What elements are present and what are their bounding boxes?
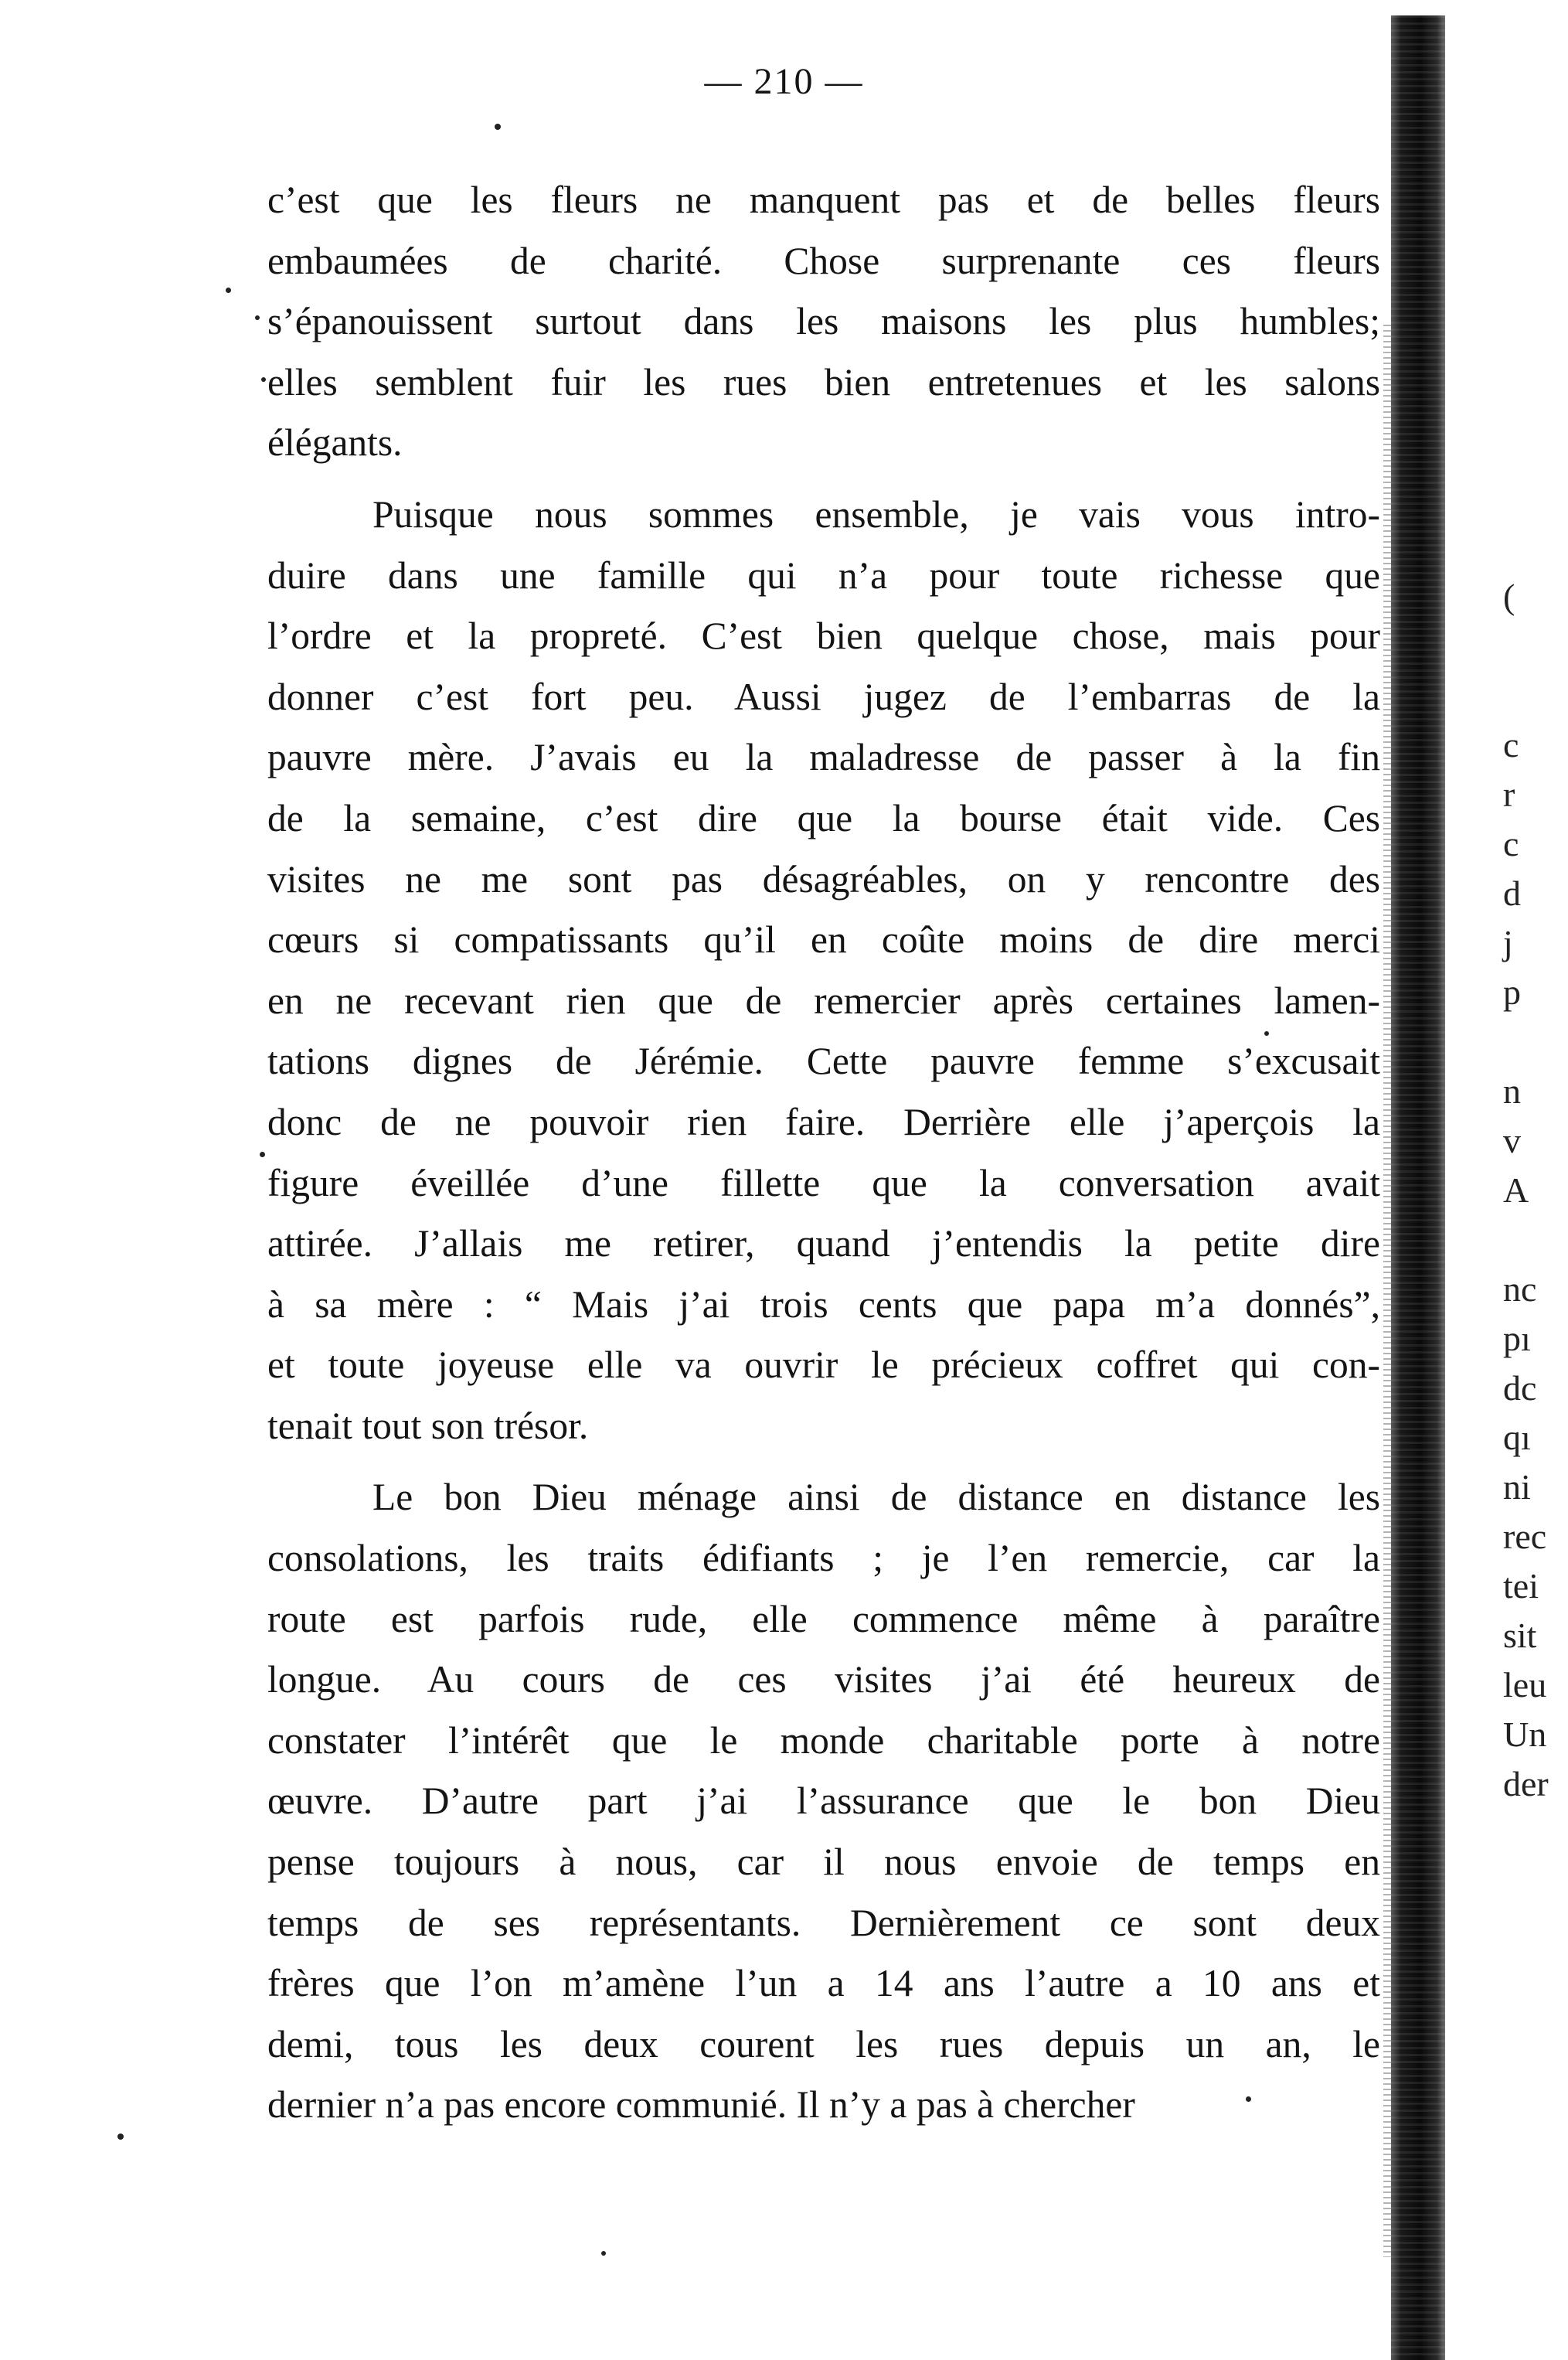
facing-fragment: der (1503, 1764, 1549, 1803)
text-line: attirée. J’allais me retirer, quand j’entendis la petite dire (267, 1222, 1380, 1265)
text-line: Puisque nous sommes ensemble, je vais vous intro- (372, 492, 1380, 536)
facing-fragment: ni (1503, 1467, 1531, 1507)
facing-fragment: v (1503, 1121, 1521, 1160)
facing-fragment: c (1503, 725, 1519, 765)
scan-speck (1264, 1031, 1269, 1036)
paragraph (267, 170, 1380, 474)
facing-fragment: rec (1503, 1517, 1547, 1556)
text-line: donner c’est fort peu. Aussi jugez de l’embarras de la (267, 675, 1380, 718)
text-line: pauvre mère. J’avais eu la maladresse de passer à la fin (267, 736, 1380, 779)
text-column (267, 170, 1380, 2136)
scan-speck (117, 2134, 124, 2140)
text-line: s’épanouissent surtout dans les maisons les plus humbles; (267, 300, 1380, 343)
text-line: duire dans une famille qui n’a pour toute richesse que (267, 553, 1380, 597)
text-line: dernier n’a pas encore communié. Il n’y a pas à chercher (267, 2083, 1135, 2127)
facing-fragment (1503, 622, 1568, 671)
scan-speck (261, 377, 266, 382)
text-line: route est parfois rude, elle commence même à paraître (267, 1597, 1380, 1640)
facing-fragment: ( (1503, 577, 1515, 616)
facing-fragment: leu (1503, 1665, 1547, 1704)
facing-fragment: nc (1503, 1269, 1537, 1309)
text-line: œuvre. D’autre part j’ai l’assurance que le bon Dieu (267, 1779, 1380, 1823)
facing-fragment: qı (1503, 1418, 1531, 1457)
text-line: demi, tous les deux courent les rues depuis un an, le (267, 2022, 1380, 2065)
page-number: — 210 — (704, 61, 864, 102)
paragraph (267, 485, 1380, 1457)
scan-speck (1246, 2096, 1251, 2102)
facing-fragment: c (1503, 824, 1519, 863)
scan-speck (226, 288, 231, 293)
text-line: de la semaine, c’est dire que la bourse était vide. Ces (267, 796, 1380, 839)
facing-fragment: d (1503, 874, 1521, 913)
text-line: longue. Au cours de ces visites j’ai été heureux de (267, 1658, 1380, 1701)
text-line: et toute joyeuse elle va ouvrir le précieux coffret qui con- (267, 1343, 1380, 1387)
text-line: en ne recevant rien que de remercier après certaines lamen- (267, 979, 1380, 1022)
text-line: embaumées de charité. Chose surprenante ces fleurs (267, 239, 1380, 282)
text-line: c’est que les fleurs ne manquent pas et de belles fleurs (267, 179, 1380, 221)
facing-fragment (1503, 1017, 1568, 1067)
facing-fragment: n (1503, 1071, 1521, 1111)
facing-fragment: j (1503, 923, 1513, 962)
facing-fragment (1503, 671, 1568, 720)
scan-speck (601, 2251, 606, 2256)
binding-strip (1391, 15, 1445, 2360)
facing-page-fragments (1503, 572, 1568, 1809)
text-line: pense toujours à nous, car il nous envoie de temps en (267, 1841, 1380, 1884)
text-line: figure éveillée d’une fillette que la conversation avait (267, 1161, 1380, 1204)
text-line: tations dignes de Jérémie. Cette pauvre femme s’excusait (267, 1040, 1380, 1083)
facing-fragment (1503, 1215, 1568, 1265)
text-line: visites ne me sont pas désagréables, on y rencontre des (267, 857, 1380, 901)
text-line: consolations, les traits édifiants ; je l’en remercie, car la (267, 1537, 1380, 1580)
facing-fragment: sit (1503, 1616, 1537, 1655)
facing-fragment: r (1503, 775, 1515, 814)
facing-fragment: pı (1503, 1319, 1531, 1358)
scan-speck (495, 124, 501, 130)
scan-speck (260, 1152, 265, 1157)
facing-fragment: Un (1503, 1715, 1547, 1754)
facing-fragment: p (1503, 972, 1521, 1012)
paragraph (267, 1467, 1380, 2136)
text-line: élégants. (267, 421, 403, 465)
text-line: l’ordre et la propreté. C’est bien quelque chose, mais pour (267, 615, 1380, 658)
text-line: constater l’intérêt que le monde charitable porte à notre (267, 1718, 1380, 1762)
text-line: tenait tout son trésor. (267, 1404, 589, 1447)
text-line: cœurs si compatissants qu’il en coûte moins de dire merci (267, 918, 1380, 962)
text-line: donc de ne pouvoir rien faire. Derrière elle j’aperçois la (267, 1100, 1380, 1143)
text-line: frères que l’on m’amène l’un a 14 ans l’autre a 10 ans et (267, 1962, 1380, 2005)
text-line: Le bon Dieu ménage ainsi de distance en distance les (372, 1476, 1380, 1519)
scan-speck (255, 315, 260, 320)
facing-fragment: dc (1503, 1368, 1537, 1408)
text-line: elles semblent fuir les rues bien entretenues et les salons (267, 360, 1380, 404)
facing-fragment: A (1503, 1170, 1529, 1210)
facing-fragment: tei (1503, 1566, 1539, 1606)
text-line: temps de ses représentants. Dernièrement ce sont deux (267, 1901, 1380, 1944)
text-line: à sa mère : “ Mais j’ai trois cents que papa m’a donnés”, (267, 1282, 1380, 1326)
